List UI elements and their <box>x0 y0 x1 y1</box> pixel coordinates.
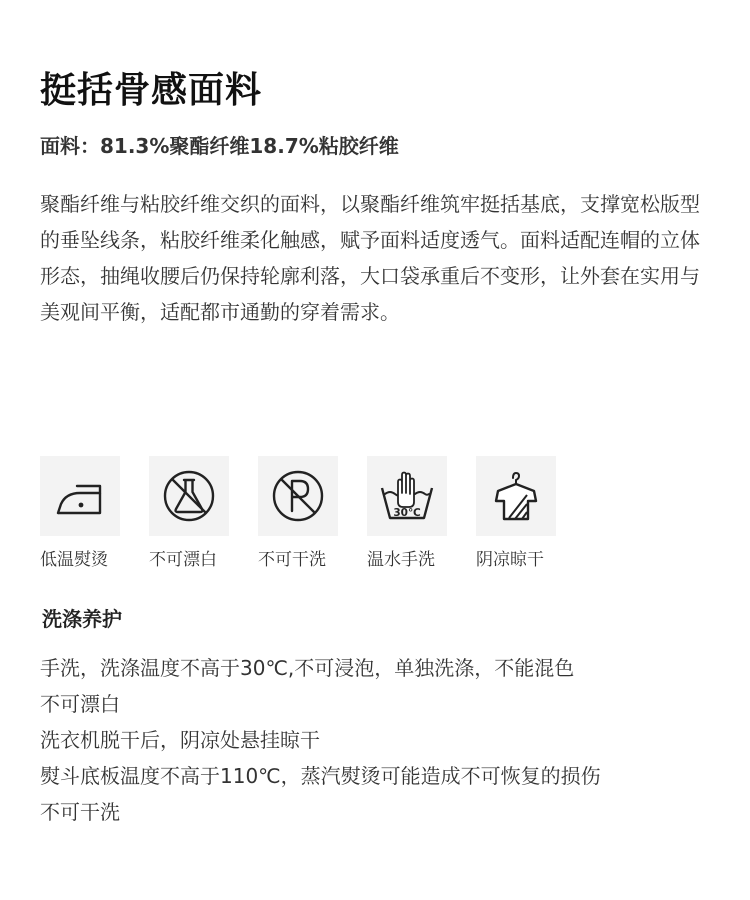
hand-wash-30-icon <box>377 466 437 526</box>
care-label: 低温熨烫 <box>40 550 108 570</box>
care-instruction-line: 不可漂白 <box>40 692 120 716</box>
care-icon-tile <box>367 456 447 536</box>
wash-temperature-text: 30℃ <box>393 507 421 519</box>
care-instructions-list <box>40 650 601 830</box>
care-icons-row <box>40 456 556 570</box>
fabric-description: 聚酯纤维与粘胶纤维交织的面料，以聚酯纤维筑牢挺括基底，支撑宽松版型的垂坠线条，粘胶纤维柔化触感，赋予面料适度透气。面料适配连帽的立体形态，抽绳收腰后仍保持轮廓利落，大口袋承重后不变形，让外套在实用与美观间平衡，适配都市通勤的穿着需求。 <box>40 192 700 324</box>
care-item-no-bleach <box>149 456 229 570</box>
care-icon-tile <box>149 456 229 536</box>
care-icon-tile <box>476 456 556 536</box>
care-instruction-line: 洗衣机脱干后，阴凉处悬挂晾干 <box>40 728 320 752</box>
care-section-heading: 洗涤养护 <box>42 607 122 631</box>
care-instruction-line: 不可干洗 <box>40 800 120 824</box>
page-title: 挺括骨感面料 <box>40 70 263 111</box>
fabric-composition: 面料：81.3%聚酯纤维18.7%粘胶纤维 <box>40 134 399 158</box>
care-instruction-line: 手洗，洗涤温度不高于30℃,不可浸泡，单独洗涤，不能混色 <box>40 656 575 680</box>
care-item-line-dry <box>476 456 556 570</box>
care-item-hand-wash <box>367 456 447 570</box>
care-item-iron <box>40 456 120 570</box>
no-dry-clean-icon <box>268 466 328 526</box>
care-label: 温水手洗 <box>367 550 435 570</box>
care-label: 不可漂白 <box>149 550 217 570</box>
care-item-no-dry-clean <box>258 456 338 570</box>
no-bleach-icon <box>159 466 219 526</box>
iron-low-heat-icon <box>50 466 110 526</box>
care-icon-tile <box>40 456 120 536</box>
line-dry-shade-icon <box>486 466 546 526</box>
care-icon-tile <box>258 456 338 536</box>
care-label: 不可干洗 <box>258 550 326 570</box>
care-instruction-line: 熨斗底板温度不高于110℃，蒸汽熨烫可能造成不可恢复的损伤 <box>40 764 601 788</box>
care-label: 阴凉晾干 <box>476 550 544 570</box>
